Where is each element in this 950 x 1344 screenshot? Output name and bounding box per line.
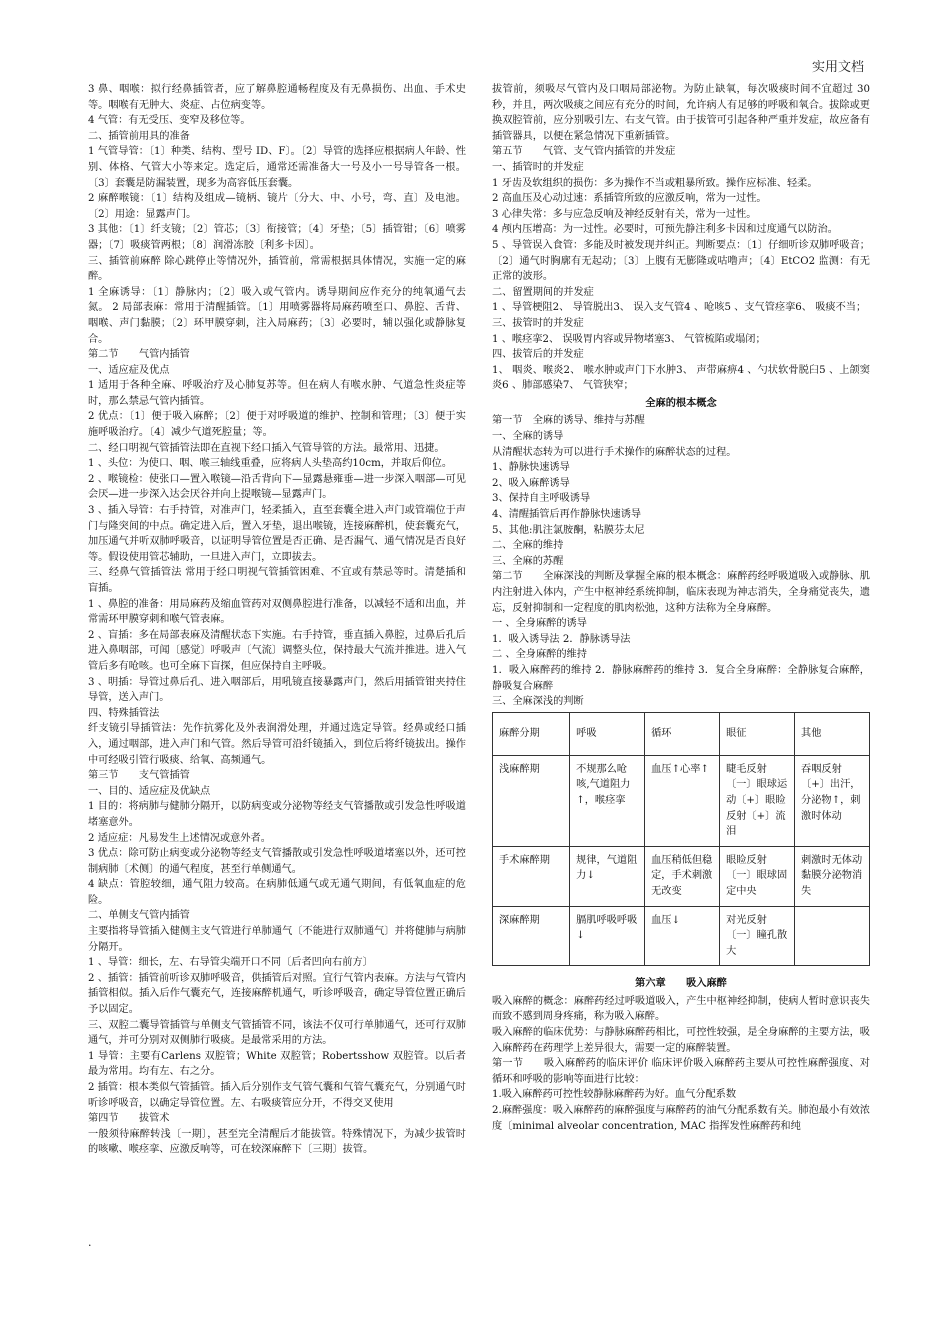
paragraph: 二、插管前用具的准备 xyxy=(88,130,190,142)
paragraph: 2 适应症：凡易发生上述情况或意外者。 xyxy=(88,832,271,844)
paragraph: 2、吸入麻醉诱导 xyxy=(492,477,570,489)
paragraph: 2 、盲插：多在局部表麻及清醒状态下实施。右手持管，垂直插入鼻腔，过鼻后孔后进入鼻咽部，可闻〔感觉〕呼吸声〔气流〕调整头位，保持最大气流并推进。进入气管后多有呛咳。也可全麻下盲探，但应保持自主呼吸。 xyxy=(88,629,466,672)
paragraph: 二 、全身麻醉的维持 xyxy=(492,649,587,661)
paragraph: 一、全麻的诱导 xyxy=(492,431,564,443)
paragraph: 主要指将导管插入健侧主支气管进行单肺通气〔不能进行双肺通气〕并将健肺与病肺分隔开。 xyxy=(88,926,466,953)
paragraph: 第二节 气管内插管 xyxy=(88,349,190,361)
table-header-cell: 眼征 xyxy=(720,712,795,755)
table-header-cell: 麻醉分期 xyxy=(493,712,570,755)
left-column xyxy=(88,82,466,1158)
paragraph: 1．吸入诱导法 2．静脉诱导法 xyxy=(492,633,631,645)
paragraph: 一、目的、适应症及优缺点 xyxy=(88,785,211,797)
paragraph: 1 适用于各种全麻、呼吸治疗及心肺复苏等。但在病人有喉水肿、气道急性炎症等时，那么禁忌气管内插管。 xyxy=(88,380,466,407)
paragraph: 三、经鼻气管插管法 常用于经口明视气管插管困难、不宜或有禁忌等时。清楚插和盲插。 xyxy=(88,567,466,594)
paragraph: 三、全麻的苏醒 xyxy=(492,555,564,567)
table-cell: 刺激时无体动黏膜分泌物消失 xyxy=(795,846,870,906)
table-cell: 眼睑反射〔一〕眼球固定中央 xyxy=(720,846,795,906)
paragraph: 第一节 吸入麻醉药的临床评价 临床评价吸入麻醉药主要从可控性麻醉强度、对循环和呼吸的影响等面进行比较： xyxy=(492,1058,870,1085)
table-cell: 膈肌呼吸呼吸↓ xyxy=(570,906,645,966)
right-column xyxy=(492,82,870,1134)
paragraph: 5、其他:肌注氯胺酮，粘膜芬太尼 xyxy=(492,524,645,536)
paragraph: 3 、明插：导管过鼻后孔、进入咽部后，用吼镜直接暴露声门，然后用插管钳夹持住导管，送入声门。 xyxy=(88,676,466,704)
table-cell: 浅麻醉期 xyxy=(493,755,570,846)
paragraph: 一般须待麻醉转浅〔一期〕，甚至完全清醒后才能拔管。特殊情况下，为减少拔管时的咳嗽、喉痉挛、应激反响等，可在较深麻醉下〔三期〕拔管。 xyxy=(88,1128,466,1156)
paragraph: 三、全麻深浅的判断 xyxy=(492,696,584,708)
paragraph: 二、单侧支气管内插管 xyxy=(88,910,190,922)
table-cell: 手术麻醉期 xyxy=(493,846,570,906)
paragraph: 1 导管：主要有Carlens 双腔管；White 双腔管；Robertsshow 双腔管。以后者最为常用。均有左、右之分。 xyxy=(88,1050,466,1078)
table-cell: 睫毛反射〔一〕眼球运动〔+〕眼睑反射〔+〕流泪 xyxy=(720,755,795,846)
paragraph: 3 其他：〔1〕纤支镜；〔2〕管芯；〔3〕衔接管；〔4〕牙垫；〔5〕插管钳；〔6〕喷雾器；〔7〕吸痰管两根；〔8〕润滑冻胶〔利多卡因〕。 xyxy=(88,224,466,251)
table-header-cell: 其他 xyxy=(795,712,870,755)
paragraph: 一 、全身麻醉的诱导 xyxy=(492,618,587,630)
table-row xyxy=(493,906,870,966)
paragraph: 3 心律失常：多与应急反响及神经反射有关，常为一过性。 xyxy=(492,208,757,220)
paragraph: 第五节 气管、支气管内插管的并发症 xyxy=(492,146,676,158)
paragraph: 2 高血压及心动过速：系插管所致的应激反响，常为一过性。 xyxy=(492,193,767,205)
paragraph: 三、插管前麻醉 除心跳停止等情况外，插管前，常需根据具体情况，实施一定的麻醉。 xyxy=(88,255,466,283)
paragraph: 1、静脉快速诱导 xyxy=(492,462,570,474)
paragraph: 3 鼻、咽喉：拟行经鼻插管者，应了解鼻腔通畅程度及有无鼻损伤、出血、手术史等。咽喉有无肿大、炎症、占位病变等。 xyxy=(88,84,466,111)
paragraph: 4 气管：有无受压、变窄及移位等。 xyxy=(88,115,251,127)
table-header-cell: 循环 xyxy=(645,712,720,755)
paragraph: 3 、插入导管：右手持管，对准声门，轻柔插入，直至套囊全进入声门或管端位于声门与隆突间的中点。确定进入后，置入牙垫，退出喉镜，连接麻醉机，使套囊充气，加压通气并听双肺呼吸音，以证明导管位置是否正确、是否漏气、通气情况是否良好等。假设使用管芯辅助，一旦进入声门，立即拔去。 xyxy=(88,505,466,563)
table-header-cell: 呼吸 xyxy=(570,712,645,755)
paragraph: 第四节 拔管术 xyxy=(88,1113,170,1125)
paragraph: 4 缺点：管腔较细，通气阻力较高。在病肺低通气或无通气期间，有低氧血症的危险。 xyxy=(88,879,466,906)
paragraph: 1 气管导管：〔1〕种类、结构、型号 ID、F〕。〔2〕导管的选择应根据病人年龄、性别、体格、气管大小等来定。选定后，通常还需准备大一号及小一号导管各一根。〔3〕套囊是防漏装置，现多为高容低压套囊。 xyxy=(88,146,466,189)
paragraph: 2 、插管：插管前听诊双肺呼吸音，供插管后对照。宜行气管内表麻。方法与气管内插管相似。插入后作气囊充气，连接麻醉机通气，听诊呼吸音，确定导管位置正确后予以固定。 xyxy=(88,972,466,1016)
paragraph: 1 、头位：为使口、咽、喉三轴线重叠，应将病人头垫高约10cm，并取后仰位。 xyxy=(88,458,453,470)
paragraph: 2 插管：根本类似气管插管。插入后分别作支气管气囊和气管气囊充气，分别通气时听诊呼吸音，以确定导管位置。左、右吸痰管应分开，不得交叉使用 xyxy=(88,1082,466,1109)
table-row xyxy=(493,755,870,846)
paragraph: 2.麻醉强度：吸入麻醉药的麻醉强度与麻醉药的油气分配系数有关。肺泡最小有效浓度〔minimal alveolar concentration, MAC 指挥发性麻醉药和纯 xyxy=(492,1105,870,1132)
table-cell xyxy=(795,906,870,966)
paragraph: 2 、喉镜检：使张口—置入喉镜—沿舌背向下—显露悬雍垂—进一步深入咽部—可见会厌—进一步深入达会厌谷并向上提喉镜—显露声门。 xyxy=(88,473,466,501)
paragraph: 1 、导管梗阻2、 导管脱出3、 误入支气管4 、呛咳5 、支气管痉挛6、 吸痰不当； xyxy=(492,302,867,314)
chapter-title: 第六章 吸入麻醉 xyxy=(635,977,727,990)
paragraph: 第一节 全麻的诱导、维持与苏醒 xyxy=(492,415,645,427)
paragraph: 1 、鼻腔的准备：用局麻药及缩血管药对双侧鼻腔进行准备，以减轻不适和出血，并常需环甲膜穿刺和喉气管表麻。 xyxy=(88,598,466,626)
paragraph: 纤支镜引导插管法：先作抗雾化及外表润滑处理，并通过选定导管。经鼻或经口插入，通过咽部，进入声门和气管。然后导管可沿纤镜插入，到位后将纤镜拔出。操作中可经吸引管行吸痰、给氧、高频通气。 xyxy=(88,723,466,766)
paragraph: 4、清醒插管后再作静脉快速诱导 xyxy=(492,509,642,521)
paragraph: 三、拔管时的并发症 xyxy=(492,317,584,329)
paragraph: 第三节 支气管插管 xyxy=(88,770,190,782)
footer-dot: . xyxy=(88,1236,92,1249)
paragraph: 第二节 全麻深浅的判断及掌握全麻的根本概念：麻醉药经呼吸道吸入或静脉、肌内注射进入体内，产生中枢神经系统抑制，临床表现为神志消失，全身痛觉丧失，遗忘，反射抑制和一定程度的肌肉松弛，这种方法称为全身麻醉。 xyxy=(492,571,870,614)
paragraph: 吸入麻醉的临床优势：与静脉麻醉药相比，可控性较强，是全身麻醉的主要方法，吸入麻醉药在药理学上差异很大，需要一定的麻醉装置。 xyxy=(492,1027,870,1054)
table-cell: 血压↑心率↑ xyxy=(645,755,720,846)
paragraph: 1 牙齿及软组织的损伤：多为操作不当或粗暴所致。操作应标准、轻柔。 xyxy=(492,177,818,189)
paragraph: 吸入麻醉的概念：麻醉药经过呼吸道吸入，产生中枢神经抑制，使病人暂时意识丧失而致不感到周身疼痛，称为吸入麻醉。 xyxy=(492,995,870,1023)
paragraph: 2 麻醉喉镜：〔1〕结构及组成—镜柄、镜片〔分大、中、小号，弯、直〕及电池。〔2〕用途：显露声门。 xyxy=(88,193,466,220)
table-cell: 血压稍低但稳定，手术刺激无改变 xyxy=(645,846,720,906)
page-header: 实用文档 xyxy=(811,60,864,75)
table-row xyxy=(493,846,870,906)
paragraph: 5 、导管误入食管：多能及时被发现并纠正。判断要点：〔1〕仔细听诊双肺呼吸音；〔2〕通气时胸廓有无起动；〔3〕上腹有无膨隆或咕噜声；〔4〕EtCO2 监测：有无正常的波形。 xyxy=(492,239,870,283)
paragraph: 一、适应症及优点 xyxy=(88,364,170,376)
paragraph: 一、插管时的并发症 xyxy=(492,161,584,173)
paragraph: 1 全麻诱导：〔1〕静脉内；〔2〕吸入或气管内。诱导期间应作充分的纯氧通气去氮。 2 局部表麻：常用于清醒插管。〔1〕用喷雾器将局麻药喷至口、鼻腔、舌背、咽喉、声门黏膜；〔2〕环甲膜穿刺，注入局麻药；〔3〕必要时，辅以强化或静脉复合。 xyxy=(88,286,466,345)
paragraph: 1．吸入麻醉药的维持 2．静脉麻醉药的维持 3．复合全身麻醉：全静脉复合麻醉，静吸复合麻醉 xyxy=(492,664,870,692)
table-cell: 规律，气道阻力↓ xyxy=(570,846,645,906)
paragraph: 4 颅内压增高：为一过性。必要时，可预先静注利多卡因和过度通气以防治。 xyxy=(492,224,838,236)
paragraph: 二、经口明视气管插管法即在直视下经口插入气管导管的方法。最常用、迅捷。 xyxy=(88,442,445,454)
paragraph: 1 、导管：细长，左、右导管尖端开口不同〔后者凹向右前方〕 xyxy=(88,957,373,969)
paragraph: 1.吸入麻醉药可控性较静脉麻醉药为好。血气分配系数 xyxy=(492,1089,737,1101)
table-cell: 血压↓ xyxy=(645,906,720,966)
paragraph: 3 优点：除可防止病变或分泌物等经支气管播散或引发急性呼吸道堵塞以外，还可控制病肺〔术侧〕的通气程度，甚至行单侧通气。 xyxy=(88,848,466,875)
paragraph: 1、 咽炎、喉炎2、 喉水肿或声门下水肿3、 声带麻痹4 、勺状软骨脱臼5 、上颌窦炎6 、肺部感染7、 气管狭窄； xyxy=(492,364,870,392)
anesthesia-depth-table xyxy=(492,712,870,967)
right-bottom-section xyxy=(492,994,870,1134)
table-cell: 对光反射〔一〕瞳孔散大 xyxy=(720,906,795,966)
paragraph: 1 、喉痉挛2、 误吸胃内容或异物堵塞3、 气管梳陷或塌闭； xyxy=(492,333,766,345)
table-cell: 吞咽反射〔+〕出汗，分泌物↑，刺激时体动 xyxy=(795,755,870,846)
paragraph: 2 优点：〔1〕便于吸入麻醉；〔2〕便于对呼吸道的维护、控制和管理；〔3〕便于实施呼吸治疗。〔4〕减少气道死腔量；等。 xyxy=(88,411,466,439)
paragraph: 二、留置期间的并发症 xyxy=(492,286,594,298)
paragraph: 三、双腔二囊导管插管与单侧支气管插管不同，该法不仅可行单肺通气，还可行双肺通气，并可分别对双侧肺行吸痰。是最常采用的方法。 xyxy=(88,1019,466,1047)
paragraph: 3、保持自主呼吸诱导 xyxy=(492,493,591,505)
paragraph: 1 目的：将病肺与健肺分隔开，以防病变或分泌物等经支气管播散或引发急性呼吸道堵塞意外。 xyxy=(88,801,466,828)
paragraph: 从清醒状态转为可以进行手术操作的麻醉状态的过程。 xyxy=(492,446,737,458)
right-mid-section xyxy=(492,413,870,709)
section-title: 全麻的根本概念 xyxy=(645,396,717,409)
paragraph: 拔管前，须吸尽气管内及口咽局部泌物。为防止缺氧，每次吸痰时间不宜超过 30 秒，并且，两次吸痰之间应有充分的时间，允许病人有足够的呼吸和氧合。拔除或更换双腔管前，应分别吸引左、右支气管。由于拔管可引起各种严重并发症，故应备有插管器具，以便在紧急情况下重新插管。 xyxy=(492,84,870,142)
paragraph: 二、全麻的维持 xyxy=(492,540,564,552)
right-top-section xyxy=(492,82,870,394)
table-cell: 深麻醉期 xyxy=(493,906,570,966)
table-cell: 不规那么呛咳,气道阻力↑，喉痉挛 xyxy=(570,755,645,846)
paragraph: 四、拔管后的并发症 xyxy=(492,349,584,361)
paragraph: 四、特殊插管法 xyxy=(88,707,160,719)
